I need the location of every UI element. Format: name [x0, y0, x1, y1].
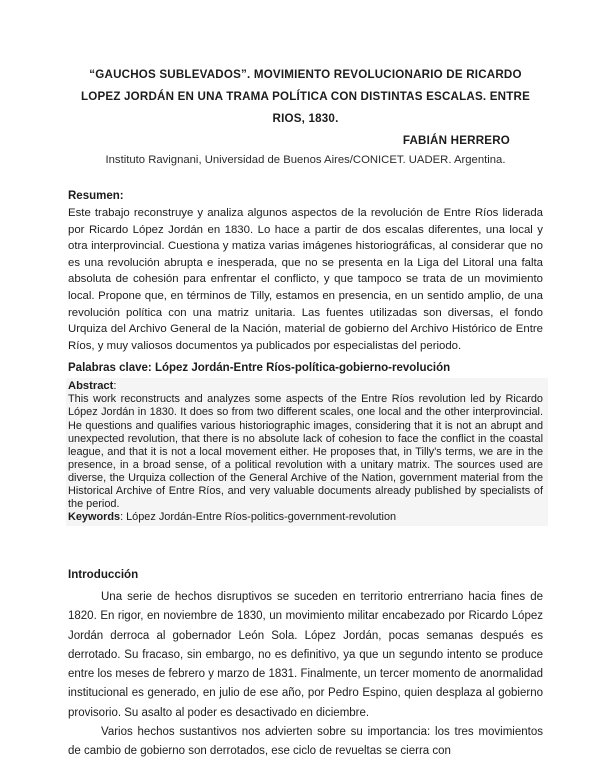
abstract-heading-colon: :: [113, 380, 117, 393]
abstract-heading: [68, 379, 543, 393]
abstract-heading-label: Abstract: [68, 380, 114, 393]
paper-affiliation: Instituto Ravignani, Universidad de Buenos Aires/CONICET. UADER. Argentina.: [105, 154, 506, 166]
resumen-heading: Resumen:: [68, 190, 124, 202]
resumen-body: Este trabajo reconstruye y analiza algunos aspectos de la revolución de Entre Ríos liderada por Ricardo López Jordán en 1830. Lo hace a partir de dos escalas diferentes, una local y otra interprovincial. Cuestiona y matiza varias imágenes historiográficas, al considerar que no es una revolución abrupta e inesperada, que no se presenta en la Liga del Litoral una falta absoluta de cohesión para enfrentar el conflicto, y que tampoco se trata de un movimiento local. Propone que, en términos de Tilly, estamos en presencia, en un sentido amplio, de una revolución política con una matriz unitaria. Las fuentes utilizadas son diversas, el fondo Urquiza del Archivo General de la Nación, material de gobierno del Archivo Histórico de Entre Ríos, y muy valiosos documentos ya publicados por especialistas del periodo.: [68, 207, 543, 352]
keywords-line: [68, 511, 543, 524]
abstract-block: [66, 378, 548, 526]
abstract-body: This work reconstructs and analyzes some aspects of the Entre Ríos revolution led by Ricardo López Jordán in 1830. It does so from two different scales, one local and the other interprovincial. He questions and qualifies various historiographic images, considering that it is not an abrupt and unexpected revolution, that there is no absolute lack of cohesion to face the conflict in the coastal league, and that it is not a local movement either. He proposes that, in Tilly's terms, we are in the presence, in a broad sense, of a political revolution with a unitary matrix. The sources used are diverse, the Urquiza collection of the General Archive of the Nation, government material from the Historical Archive of Entre Ríos, and very valuable documents already published by specialists of the period.: [68, 393, 543, 511]
palabras-clave-line: Palabras clave: López Jordán-Entre Ríos-política-gobierno-revolución: [68, 362, 451, 375]
keywords-label: Keywords: [68, 511, 121, 524]
introduccion-heading: Introducción: [68, 568, 139, 582]
paper-author: FABIÁN HERRERO: [402, 134, 510, 147]
intro-paragraph-1: Una serie de hechos disruptivos se suceden en territorio entrerriano hacia fines de 1820. En rigor, en noviembre de 1830, un movimiento militar encabezado por Ricardo López Jordán derroca al gobernador León Sola. López Jordán, pocas semanas después es derrotado. Su fracaso, sin embargo, no es definitivo, ya que un segundo intento se produce entre los meses de febrero y marzo de 1831. Finalmente, un tercer momento de anormalidad institucional es generado, en julio de ese año, por Pedro Espino, quien desplaza al gobierno provisorio. Su asalto al poder es desactivado en diciembre.: [68, 591, 543, 719]
intro-paragraph-2: Varios hechos sustantivos nos advierten sobre su importancia: los tres movimientos de cambio de gobierno son derrotados, ese ciclo de revueltas se cierra con: [68, 725, 543, 757]
keywords-text: : López Jordán-Entre Ríos-politics-government-revolution: [120, 511, 397, 524]
paper-title: “GAUCHOS SUBLEVADOS”. MOVIMIENTO REVOLUCIONARIO DE RICARDO LOPEZ JORDÁN EN UNA TRAMA POLÍTICA CON DISTINTAS ESCALAS. ENTRE RIOS, 1830.: [80, 68, 531, 125]
